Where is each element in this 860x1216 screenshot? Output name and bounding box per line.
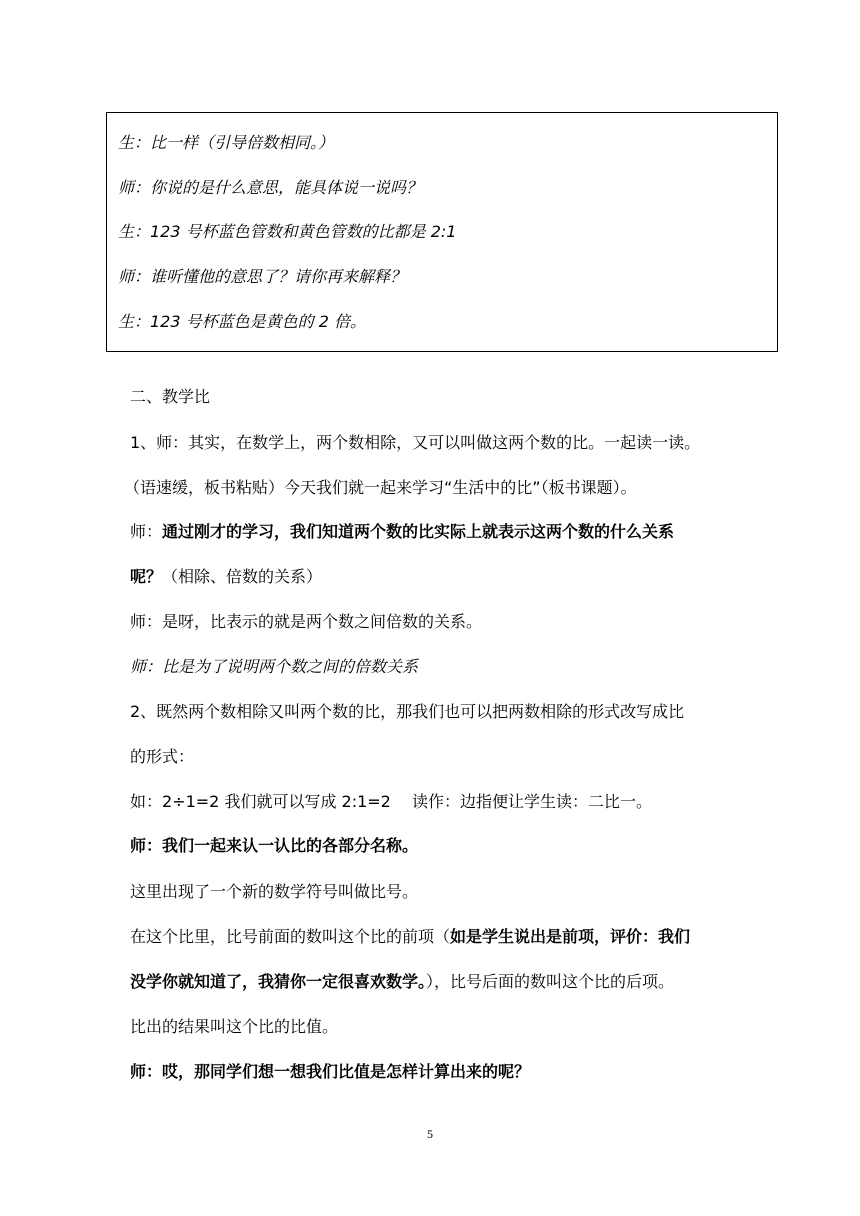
paragraph: 这里出现了一个新的数学符号叫做比号。 — [130, 882, 419, 901]
section-heading: 二、教学比 — [130, 387, 211, 406]
bold-text: 如是学生说出是前项，评价：我们 — [450, 927, 691, 946]
paragraph-text: ），比号后面的数叫这个比的后项。 — [426, 972, 675, 991]
paragraph: （语速缓，板书粘贴）今天我们就一起来学习“生活中的比”（板书课题）。 — [124, 478, 637, 497]
paragraph: 1、师：其实，在数学上，两个数相除，又可以叫做这两个数的比。一起读一读。 — [130, 433, 701, 452]
dialogue-line: 生：比一样（引导倍数相同。） — [118, 133, 335, 152]
speaker-label: 师： — [130, 522, 163, 541]
bold-text: 没学你就知道了，我猜你一定很喜欢数学。 — [130, 972, 427, 991]
paragraph: 2、既然两个数相除又叫两个数的比，那我们也可以把两数相除的形式改写成比 — [130, 702, 685, 721]
dialogue-line: 师：你说的是什么意思，能具体说一说吗？ — [118, 178, 423, 197]
dialogue-line: 师：谁听懂他的意思了？请你再来解释？ — [118, 267, 407, 286]
paragraph — [130, 567, 322, 587]
paragraph: 师：比是为了说明两个数之间的倍数关系 — [130, 657, 419, 676]
paragraph-text: 在这个比里，比号前面的数叫这个比的前项（ — [130, 927, 451, 946]
bold-text: 呢？ — [130, 567, 163, 586]
paragraph: 比出的结果叫这个比的比值。 — [130, 1017, 339, 1036]
paragraph-text: （相除、倍数的关系） — [162, 567, 323, 586]
paragraph — [130, 522, 674, 542]
dialogue-box — [106, 112, 778, 352]
paragraph — [130, 972, 674, 992]
paragraph — [130, 927, 690, 947]
paragraph: 师：哎，那同学们想一想我们比值是怎样计算出来的呢？ — [130, 1062, 531, 1081]
page-number: 5 — [427, 1127, 433, 1141]
paragraph: 的形式： — [130, 747, 195, 766]
bold-text: 通过刚才的学习，我们知道两个数的比实际上就表示这两个数的什么关系 — [162, 522, 675, 541]
dialogue-line: 生：123 号杯蓝色管数和黄色管数的比都是 2:1 — [118, 222, 457, 241]
paragraph: 如：2÷1=2 我们就可以写成 2:1=2 读作：边指便让学生读：二比一。 — [130, 792, 652, 811]
paragraph: 师：是呀，比表示的就是两个数之间倍数的关系。 — [130, 612, 483, 631]
dialogue-line: 生：123 号杯蓝色是黄色的 2 倍。 — [118, 312, 366, 331]
paragraph: 师：我们一起来认一认比的各部分名称。 — [130, 836, 419, 855]
